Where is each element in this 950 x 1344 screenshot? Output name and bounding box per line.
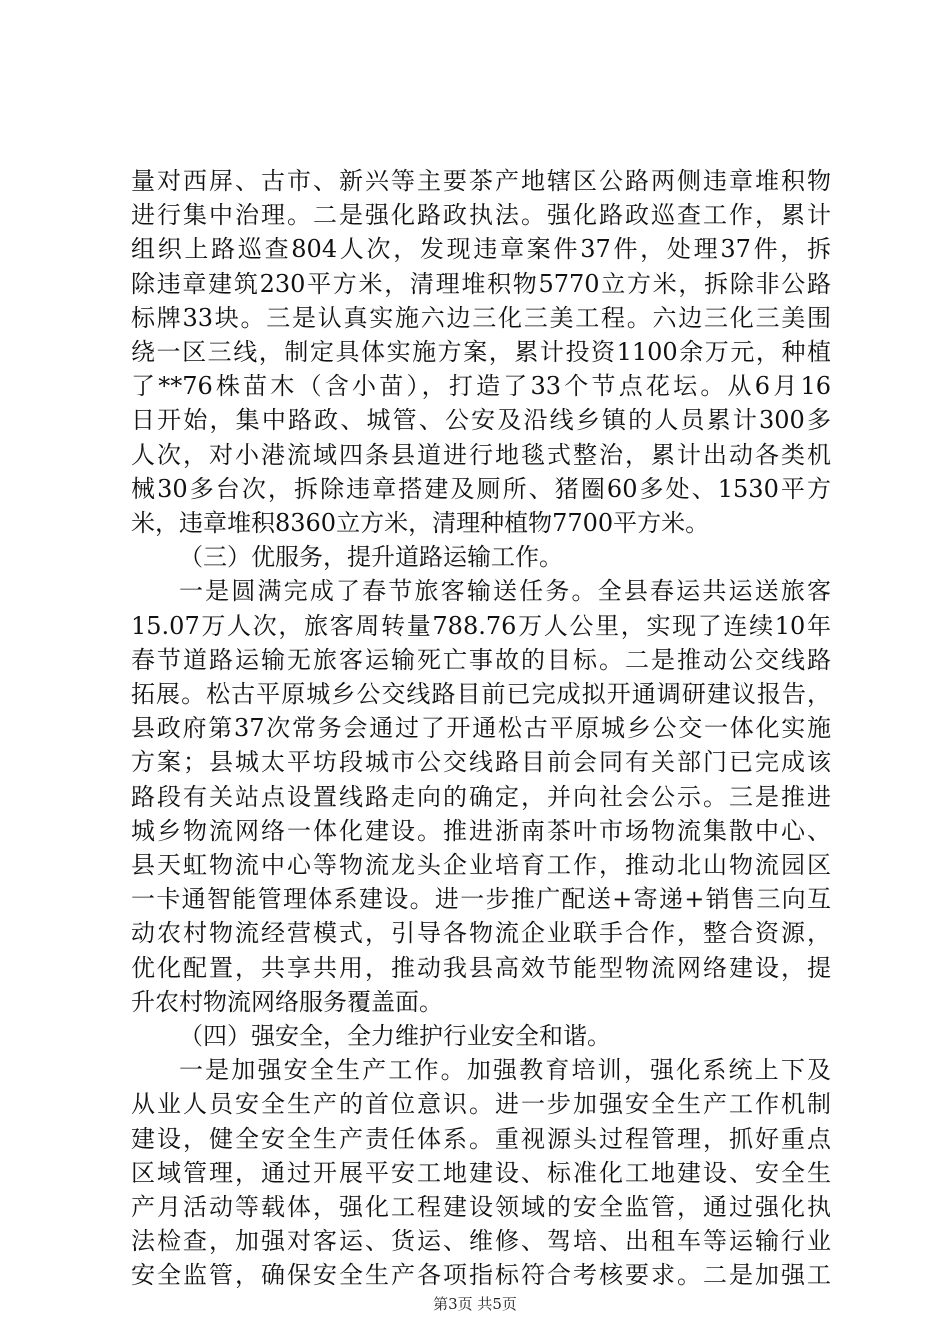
body-line: 产月活动等载体，强化工程建设领域的安全监管，通过强化执 (131, 1193, 831, 1221)
body-line: 进行集中治理。二是强化路政执法。强化路政巡查工作，累计 (131, 201, 831, 229)
body-line: 优化配置，共享共用，推动我县高效节能型物流网络建设，提 (131, 954, 831, 982)
body-line: 城乡物流网络一体化建设。推进浙南茶叶市场物流集散中心、 (131, 817, 831, 845)
body-line: 组织上路巡查804人次，发现违章案件37件，处理37件，拆 (131, 235, 831, 263)
body-line: 量对西屏、古市、新兴等主要茶产地辖区公路两侧违章堆积物 (131, 167, 831, 195)
body-line: 日开始，集中路政、城管、公安及沿线乡镇的人员累计300多 (131, 406, 831, 434)
section-heading: （四）强安全，全力维护行业安全和谐。 (179, 1022, 611, 1050)
section-heading: （三）优服务，提升道路运输工作。 (179, 543, 563, 571)
body-line: 县政府第37次常务会通过了开通松古平原城乡公交一体化实施 (131, 714, 831, 742)
page-footer: 第3页 共5页 (433, 1295, 517, 1313)
body-line: 米，违章堆积8360立方米，清理种植物7700平方米。 (131, 509, 710, 537)
body-line: 从业人员安全生产的首位意识。进一步加强安全生产工作机制 (131, 1090, 831, 1118)
body-line: 县天虹物流中心等物流龙头企业培育工作，推动北山物流园区 (131, 851, 831, 879)
body-line: 一卡通智能管理体系建设。进一步推广配送+寄递+销售三向互 (131, 885, 831, 913)
body-line: 15.07万人次，旅客周转量788.76万人公里，实现了连续10年 (131, 612, 831, 640)
body-line: 方案；县城太平坊段城市公交线路目前会同有关部门已完成该 (131, 748, 831, 776)
body-line: 法检查，加强对客运、货运、维修、驾培、出租车等运输行业 (131, 1227, 831, 1255)
body-line: 绕一区三线，制定具体实施方案，累计投资1100余万元，种植 (131, 338, 831, 366)
body-line: 人次，对小港流域四条县道进行地毯式整治，累计出动各类机 (131, 441, 831, 469)
body-line: 了**76株苗木（含小苗），打造了33个节点花坛。从6月16 (131, 372, 831, 400)
body-line: 拓展。松古平原城乡公交线路目前已完成拟开通调研建议报告， (131, 680, 831, 708)
body-line: 一是圆满完成了春节旅客输送任务。全县春运共运送旅客 (179, 577, 831, 605)
body-line: 升农村物流网络服务覆盖面。 (131, 988, 443, 1016)
body-line: 动农村物流经营模式，引导各物流企业联手合作，整合资源， (131, 919, 831, 947)
body-line: 除违章建筑230平方米，清理堆积物5770立方米，拆除非公路 (131, 270, 831, 298)
body-line: 安全监管，确保安全生产各项指标符合考核要求。二是加强工 (131, 1261, 831, 1289)
body-line: 路段有关站点设置线路走向的确定，并向社会公示。三是推进 (131, 783, 831, 811)
body-line: 春节道路运输无旅客运输死亡事故的目标。二是推动公交线路 (131, 646, 831, 674)
body-line: 区域管理，通过开展平安工地建设、标准化工地建设、安全生 (131, 1159, 831, 1187)
body-line: 一是加强安全生产工作。加强教育培训，强化系统上下及 (179, 1056, 831, 1084)
body-line: 械30多台次，拆除违章搭建及厕所、猪圈60多处、1530平方 (131, 475, 831, 503)
body-line: 标牌33块。三是认真实施六边三化三美工程。六边三化三美围 (131, 304, 831, 332)
body-line: 建设，健全安全生产责任体系。重视源头过程管理，抓好重点 (131, 1125, 831, 1153)
